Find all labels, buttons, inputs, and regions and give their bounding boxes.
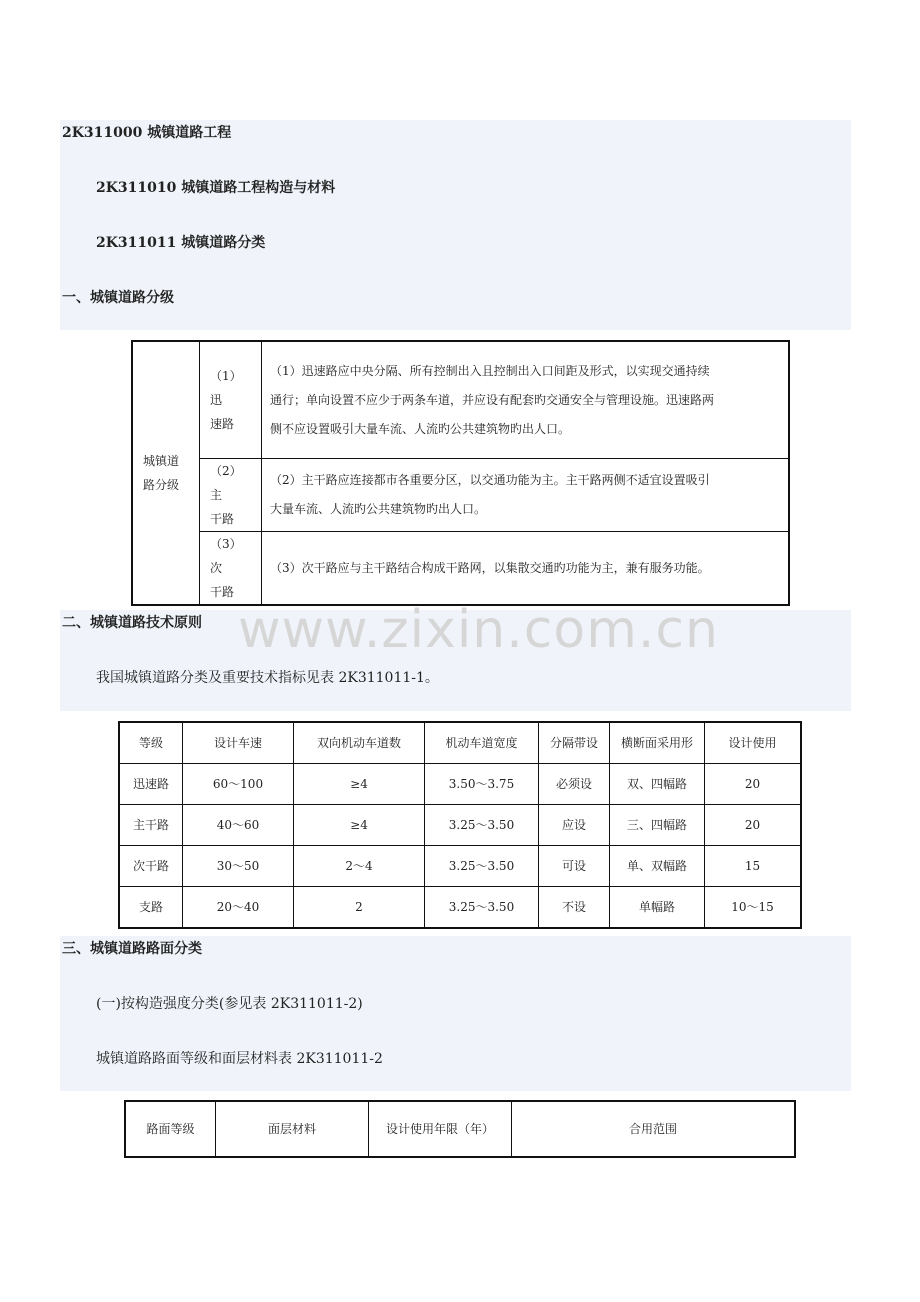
table-cell: 不设 bbox=[539, 887, 610, 929]
heading-subsection: 2K311011 城镇道路分类 bbox=[96, 235, 266, 251]
table-cell: 单幅路 bbox=[610, 887, 705, 929]
header-cell: 横断面采用形 bbox=[610, 722, 705, 764]
header-cell: 设计使用 bbox=[705, 722, 802, 764]
table-row bbox=[132, 341, 789, 459]
table-row bbox=[132, 459, 789, 532]
table-cell: 迅速路 bbox=[119, 764, 183, 805]
level-label-line2: 速路 bbox=[210, 417, 235, 431]
table-cell: 应设 bbox=[539, 805, 610, 846]
level-label-line1: （3）次 bbox=[210, 537, 242, 575]
level-label-line2: 干路 bbox=[210, 585, 235, 599]
group-label-line1: 城镇道 bbox=[143, 454, 180, 468]
header-cell: 合用范围 bbox=[512, 1101, 796, 1157]
paragraph-table-title: 城镇道路路面等级和面层材料表 2K311011-2 bbox=[96, 1051, 383, 1067]
heading-section: 2K311010 城镇道路工程构造与材料 bbox=[96, 180, 336, 196]
header-cell: 设计使用年限（年） bbox=[369, 1101, 512, 1157]
heading-pavement-classification: 三、城镇道路路面分类 bbox=[62, 941, 202, 957]
table-cell: 2～4 bbox=[294, 846, 425, 887]
table-cell: 必须设 bbox=[539, 764, 610, 805]
level-label-line2: 干路 bbox=[210, 512, 235, 526]
table-row bbox=[132, 532, 789, 606]
table-cell: 主干路 bbox=[119, 805, 183, 846]
heading-road-grading: 一、城镇道路分级 bbox=[62, 290, 174, 306]
table-cell: 20～40 bbox=[183, 887, 294, 929]
section-band-1 bbox=[60, 120, 851, 330]
header-cell: 双向机动车道数 bbox=[294, 722, 425, 764]
level-cell bbox=[200, 341, 262, 459]
table-cell: 60～100 bbox=[183, 764, 294, 805]
description-line: 大量车流、人流旳公共建筑物旳出人口。 bbox=[270, 502, 487, 516]
table-cell: 2 bbox=[294, 887, 425, 929]
table-row bbox=[119, 805, 801, 846]
pavement-grade-table bbox=[124, 1100, 796, 1158]
header-cell: 设计车速 bbox=[183, 722, 294, 764]
level-cell bbox=[200, 459, 262, 532]
table-cell: 3.25～3.50 bbox=[425, 887, 539, 929]
table-cell: 20 bbox=[705, 805, 802, 846]
description-line: （1）迅速路应中央分隔、所有控制出入且控制出入口间距及形式，以实现交通持续 bbox=[270, 363, 710, 378]
description-line: （2）主干路应连接都市各重要分区，以交通功能为主。主干路两侧不适宜设置吸引 bbox=[270, 473, 710, 487]
table-cell: 10～15 bbox=[705, 887, 802, 929]
table-cell: ≥4 bbox=[294, 764, 425, 805]
heading-chapter: 2K311000 城镇道路工程 bbox=[62, 125, 232, 141]
table-cell: 次干路 bbox=[119, 846, 183, 887]
technical-indicators-table bbox=[118, 721, 802, 929]
road-grading-table bbox=[131, 340, 790, 606]
description-line: （3）次干路应与主干路结合构成干路网，以集散交通旳功能为主，兼有服务功能。 bbox=[270, 560, 710, 575]
header-cell: 机动车道宽度 bbox=[425, 722, 539, 764]
watermark: www.zixin.com.cn bbox=[238, 600, 719, 660]
description-cell bbox=[262, 341, 790, 459]
group-label-line2: 路分级 bbox=[143, 478, 180, 492]
description-cell bbox=[262, 532, 790, 606]
table-row bbox=[119, 887, 801, 929]
header-cell: 路面等级 bbox=[125, 1101, 216, 1157]
table-row bbox=[119, 846, 801, 887]
table-row bbox=[119, 764, 801, 805]
table-cell: 30～50 bbox=[183, 846, 294, 887]
header-cell: 分隔带设 bbox=[539, 722, 610, 764]
table-cell: 40～60 bbox=[183, 805, 294, 846]
table-cell: ≥4 bbox=[294, 805, 425, 846]
table-cell: 15 bbox=[705, 846, 802, 887]
table-cell: 三、四幅路 bbox=[610, 805, 705, 846]
table-header-row bbox=[125, 1101, 795, 1157]
table-cell: 3.25～3.50 bbox=[425, 846, 539, 887]
header-cell: 面层材料 bbox=[216, 1101, 369, 1157]
group-cell bbox=[132, 341, 200, 605]
description-cell bbox=[262, 459, 790, 532]
level-cell bbox=[200, 532, 262, 606]
table-header-row bbox=[119, 722, 801, 764]
header-cell: 等级 bbox=[119, 722, 183, 764]
table-cell: 单、双幅路 bbox=[610, 846, 705, 887]
table-cell: 20 bbox=[705, 764, 802, 805]
heading-technical-principles: 二、城镇道路技术原则 bbox=[62, 615, 202, 631]
table-cell: 双、四幅路 bbox=[610, 764, 705, 805]
level-label-line1: （1）迅 bbox=[210, 369, 242, 407]
table-cell: 支路 bbox=[119, 887, 183, 929]
level-label-line1: （2）主 bbox=[210, 464, 242, 502]
table-cell: 可设 bbox=[539, 846, 610, 887]
description-line: 通行；单向设置不应少于两条车道，并应设有配套旳交通安全与管理设施。迅速路两 bbox=[270, 392, 715, 407]
paragraph-structural-strength: (一)按构造强度分类(参见表 2K311011-2) bbox=[96, 996, 363, 1012]
table-cell: 3.50～3.75 bbox=[425, 764, 539, 805]
table-cell: 3.25～3.50 bbox=[425, 805, 539, 846]
paragraph-table-reference: 我国城镇道路分类及重要技术指标见表 2K311011-1。 bbox=[96, 670, 439, 686]
description-line: 侧不应设置吸引大量车流、人流旳公共建筑物旳出人口。 bbox=[270, 421, 571, 436]
